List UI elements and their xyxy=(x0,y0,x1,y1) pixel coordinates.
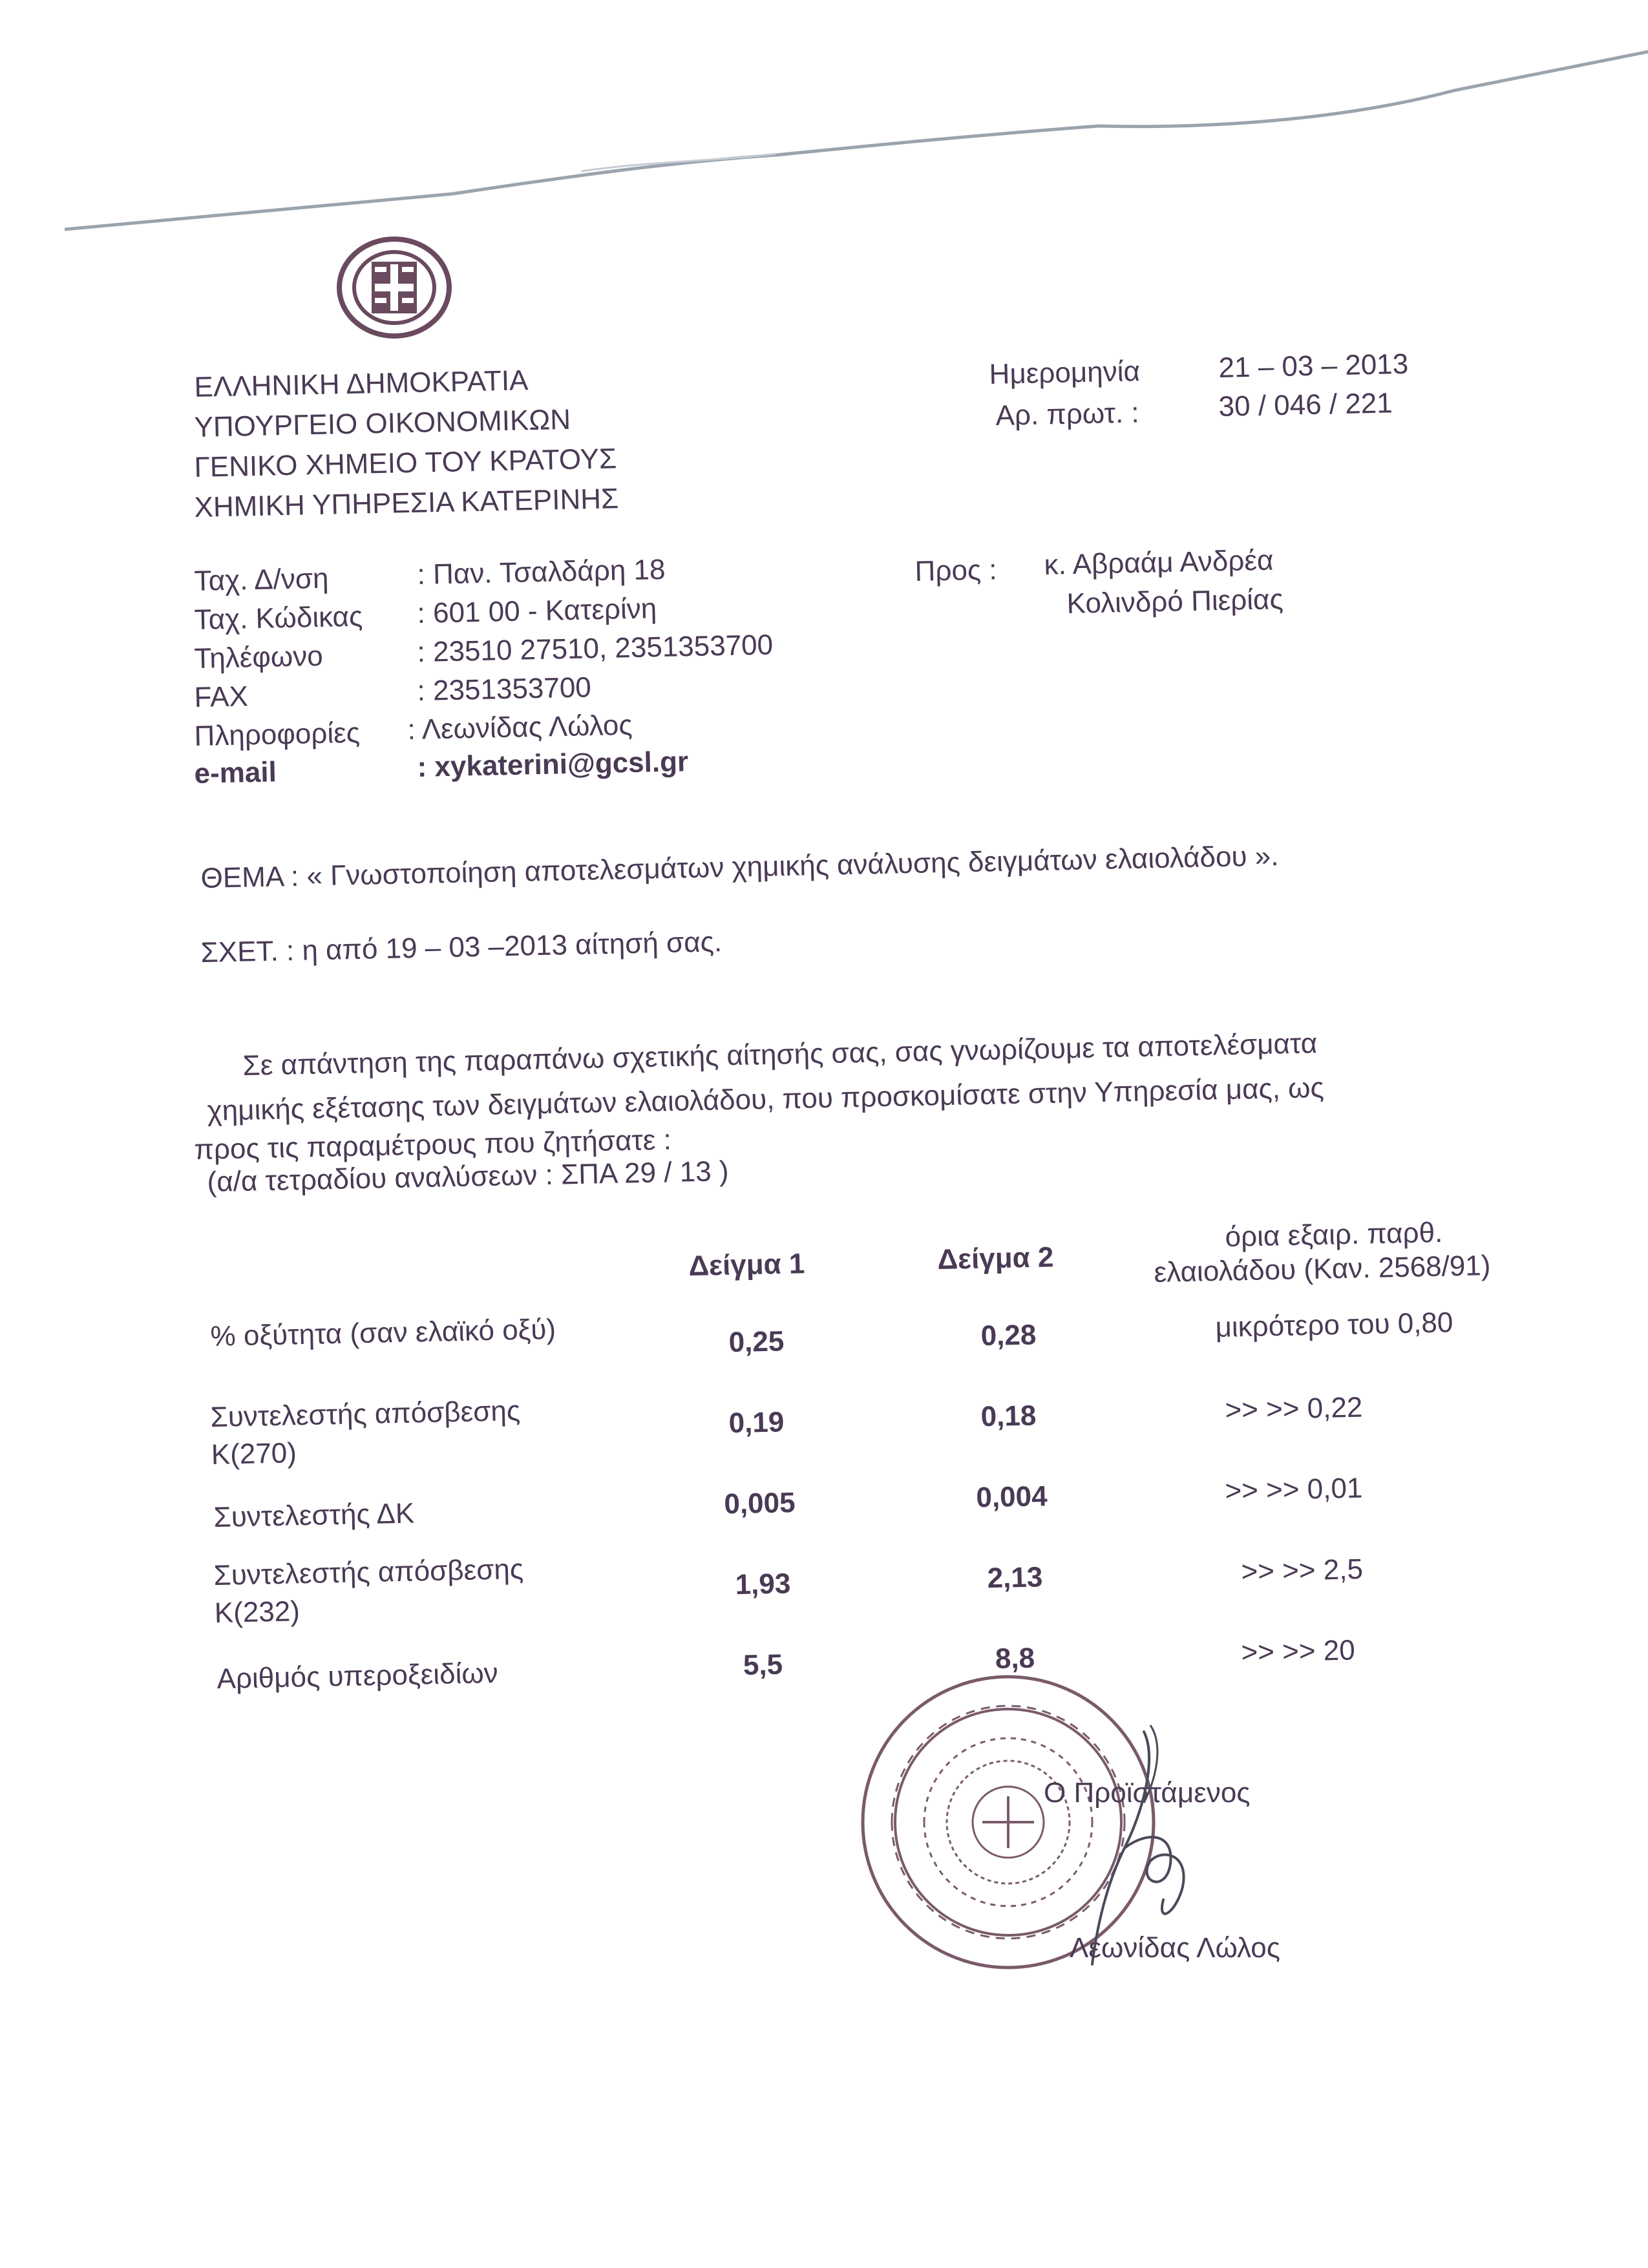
contact-email-value: : xykaterini@gcsl.gr xyxy=(417,746,689,783)
contact-postcode-value: : 601 00 - Κατερίνη xyxy=(417,593,657,629)
table-row-limit: >> >> 0,01 xyxy=(1225,1472,1363,1507)
contact-info-label: Πληροφορίες xyxy=(194,717,361,752)
body-line-3: προς τις παραμέτρους που ζητήσατε : xyxy=(194,1124,672,1166)
table-row-param: Συντελεστής απόσβεσης Κ(232) xyxy=(213,1553,524,1629)
table-row-param: Αριθμός υπεροξειδίων xyxy=(217,1657,499,1695)
contact-fax-label: FAX xyxy=(194,680,249,713)
table-row-sample-2: 8,8 xyxy=(995,1642,1035,1675)
ministry-line: ΥΠΟΥΡΓΕΙΟ ΟΙΚΟΝΟΜΙΚΩΝ xyxy=(194,403,571,443)
contact-address-label: Ταχ. Δ/νση xyxy=(194,562,329,597)
body-line-2: χημικής εξέτασης των δειγμάτων ελαιολάδου, που προσκομίσατε στην Υπηρεσία μας, ως xyxy=(207,1071,1325,1127)
body-line-1: Σε απάντηση της παραπάνω σχετικής αίτησής σας, σας γνωρίζουμε τα αποτελέσματα xyxy=(242,1027,1318,1082)
table-row-limit: μικρότερο του 0,80 xyxy=(1215,1307,1453,1343)
contact-phone-value: : 23510 27510, 2351353700 xyxy=(417,629,774,668)
table-row-limit: >> >> 0,22 xyxy=(1225,1391,1363,1426)
table-row-sample-2: 0,004 xyxy=(975,1480,1048,1514)
table-row-sample-1: 1,93 xyxy=(735,1568,791,1601)
column-header-limits-line-1: όρια εξαιρ. παρθ. xyxy=(1225,1216,1443,1253)
table-row-param: Συντελεστής απόσβεσης Κ(270) xyxy=(210,1394,521,1471)
contact-fax-value: : 2351353700 xyxy=(417,671,592,707)
contact-info-value: : Λεωνίδας Λώλος xyxy=(407,709,633,746)
date-label: Ημερομηνία xyxy=(989,355,1141,390)
table-row-limit: >> >> 20 xyxy=(1241,1634,1356,1668)
recipient-label: Προς : xyxy=(914,554,998,587)
department-line: ΓΕΝΙΚΟ ΧΗΜΕΙΟ ΤΟΥ ΚΡΑΤΟΥΣ xyxy=(194,443,617,483)
table-row-sample-1: 0,005 xyxy=(723,1487,796,1520)
table-row-sample-1: 0,25 xyxy=(728,1325,785,1359)
protocol-value: 30 / 046 / 221 xyxy=(1218,387,1393,423)
table-row-sample-2: 0,28 xyxy=(980,1319,1037,1352)
recipient-name: κ. Αβραάμ Ανδρέα xyxy=(1044,544,1274,581)
body-line-4: (α/α τετραδίου αναλύσεων : ΣΠΑ 29 / 13 ) xyxy=(207,1155,730,1198)
column-header-sample-1: Δείγμα 1 xyxy=(688,1248,805,1282)
torn-paper-edge xyxy=(0,0,1648,271)
contact-phone-label: Τηλέφωνο xyxy=(194,640,324,675)
contact-postcode-label: Ταχ. Κώδικας xyxy=(194,600,363,636)
signatory-title: Ο Προϊστάμενος xyxy=(1044,1777,1251,1809)
table-row-sample-1: 0,19 xyxy=(728,1406,785,1440)
table-row-limit: >> >> 2,5 xyxy=(1241,1553,1364,1588)
recipient-place: Κολινδρό Πιερίας xyxy=(1066,583,1284,620)
signatory-name: Λεωνίδας Λώλος xyxy=(1070,1932,1280,1964)
contact-address-value: : Παν. Τσαλδάρη 18 xyxy=(417,553,666,591)
date-value: 21 – 03 – 2013 xyxy=(1218,348,1409,384)
column-header-sample-2: Δείγμα 2 xyxy=(937,1241,1054,1276)
column-header-limits-line-2: ελαιολάδου (Καν. 2568/91) xyxy=(1154,1250,1491,1288)
subject-line: ΘΕΜΑ : « Γνωστοποίηση αποτελεσμάτων χημικής ανάλυσης δειγμάτων ελαιολάδου ». xyxy=(200,840,1279,894)
greek-emblem-icon xyxy=(336,236,452,339)
table-row-sample-2: 0,18 xyxy=(980,1400,1037,1433)
table-row-sample-1: 5,5 xyxy=(743,1648,783,1681)
table-row-sample-2: 2,13 xyxy=(987,1561,1043,1595)
contact-email-label: e-mail xyxy=(194,756,277,790)
table-row-param: % οξύτητα (σαν ελαϊκό οξύ) xyxy=(210,1313,556,1352)
reference-line: ΣΧΕΤ. : η από 19 – 03 –2013 αίτησή σας. xyxy=(200,926,723,969)
service-line: ΧΗΜΙΚΗ ΥΠΗΡΕΣΙΑ ΚΑΤΕΡΙΝΗΣ xyxy=(194,483,619,523)
org-name-line: ΕΛΛΗΝΙΚΗ ΔΗΜΟΚΡΑΤΙΑ xyxy=(194,364,529,403)
protocol-label: Αρ. πρωτ. : xyxy=(995,397,1140,432)
table-row-param: Συντελεστής ΔΚ xyxy=(213,1497,415,1533)
